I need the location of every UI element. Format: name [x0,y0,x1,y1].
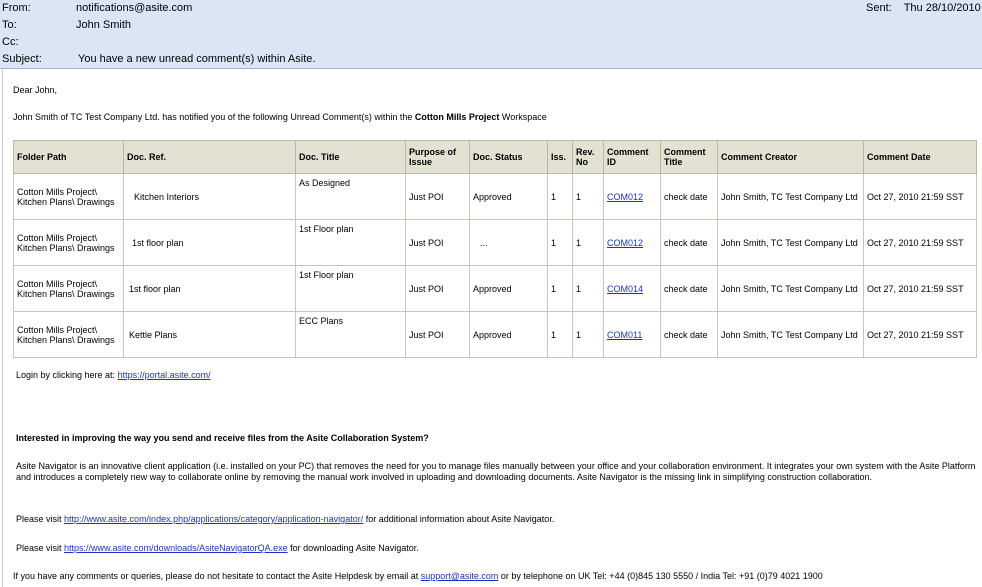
comment-id-link[interactable]: COM012 [607,237,644,248]
cell-title: As Designed [296,174,406,220]
cell-folder: Cotton Mills Project\ Kitchen Plans\ Drawings [14,220,124,266]
table-row [14,312,977,358]
cell-ref: Kettle Plans [124,312,296,358]
header-purpose: Purpose of Issue [406,141,470,174]
cell-comment-id [604,220,661,266]
cell-purpose: Just POI [406,174,470,220]
cell-status: Approved [470,312,548,358]
comment-id-link[interactable]: COM011 [607,329,643,340]
to-value[interactable]: John Smith [76,19,132,31]
greeting: Dear John, [13,85,58,95]
from-label: From: [2,2,31,14]
cell-status: Approved [470,174,548,220]
cell-ref: Kitchen Interiors [124,174,296,220]
subject-value: You have a new unread comment(s) within Asite. [78,53,316,65]
cell-rev: 1 [573,174,604,220]
cell-status: Approved [470,266,548,312]
visit-info-line [16,514,554,524]
cell-status: ... [470,220,548,266]
header-folder-path: Folder Path [14,141,124,174]
cell-comment-title: check date [661,312,718,358]
cell-comment-title: check date [661,266,718,312]
cell-ref: 1st floor plan [124,266,296,312]
cell-folder: Cotton Mills Project\ Kitchen Plans\ Drawings [14,266,124,312]
cell-comment-title: check date [661,174,718,220]
comment-id-link[interactable]: COM014 [607,283,644,294]
visit-download-prefix: Please visit [16,543,65,553]
header-comment-id: Comment ID [604,141,661,174]
to-label: To: [2,19,17,31]
table-header-row [14,141,977,174]
cc-label: Cc: [2,36,19,48]
cell-comment-title: check date [661,220,718,266]
comments-table [13,140,977,358]
subject-label: Subject: [2,53,42,65]
cell-comment-id [604,266,661,312]
cell-title: 1st Floor plan [296,266,406,312]
cell-rev: 1 [573,220,604,266]
visit-download-suffix: for downloading Asite Navigator. [287,543,419,553]
cell-rev: 1 [573,312,604,358]
intro-suffix: Workspace [499,112,547,122]
header-doc-status: Doc. Status [470,141,548,174]
cell-comment-id [604,312,661,358]
table-row [14,220,977,266]
cell-date: Oct 27, 2010 21:59 SST [864,266,977,312]
login-line [16,370,211,380]
login-text: Login by clicking here at: [16,370,118,380]
email-header [0,0,982,69]
cell-title: 1st Floor plan [296,220,406,266]
from-value[interactable]: notifications@asite.com [76,2,193,14]
sent-value: Thu 28/10/2010 [903,2,981,14]
cell-iss: 1 [548,174,573,220]
intro-line [13,112,547,122]
navigator-download-link[interactable]: https://www.asite.com/downloads/AsiteNavigatorQA.exe [64,543,288,553]
header-rev: Rev. No [573,141,604,174]
cell-date: Oct 27, 2010 21:59 SST [864,220,977,266]
cell-iss: 1 [548,312,573,358]
cell-purpose: Just POI [406,266,470,312]
table-row [14,174,977,220]
cell-creator: John Smith, TC Test Company Ltd [718,312,864,358]
intro-project: Cotton Mills Project [414,112,500,122]
cell-purpose: Just POI [406,220,470,266]
sent-row [866,0,981,16]
header-comment-date: Comment Date [864,141,977,174]
cell-purpose: Just POI [406,312,470,358]
cell-iss: 1 [548,266,573,312]
navigator-heading: Interested in improving the way you send and receive files from the Asite Collaboration System? [16,433,429,443]
cell-folder: Cotton Mills Project\ Kitchen Plans\ Drawings [14,312,124,358]
cell-rev: 1 [573,266,604,312]
cell-creator: John Smith, TC Test Company Ltd [718,174,864,220]
comment-id-link[interactable]: COM012 [607,191,644,202]
header-comment-creator: Comment Creator [718,141,864,174]
cell-iss: 1 [548,220,573,266]
cell-date: Oct 27, 2010 21:59 SST [864,174,977,220]
table-row [14,266,977,312]
header-doc-ref: Doc. Ref. [124,141,296,174]
contact-suffix: or by telephone on UK Tel: +44 (0)845 130 5550 / India Tel: +91 (0)79 4021 1900 [498,571,823,581]
portal-link[interactable]: https://portal.asite.com/ [117,370,211,380]
cell-creator: John Smith, TC Test Company Ltd [718,220,864,266]
contact-line [13,571,823,581]
header-comment-title: Comment Title [661,141,718,174]
email-body [2,69,981,587]
contact-prefix: If you have any comments or queries, please do not hesitate to contact the Asite Helpdesk by email at [13,571,421,581]
intro-prefix: John Smith of TC Test Company Ltd. has notified you of the following Unread Comment(s) within the [13,112,415,122]
cell-comment-id [604,174,661,220]
navigator-info-link[interactable]: http://www.asite.com/index.php/applications/category/application-navigator/ [64,514,364,524]
cell-creator: John Smith, TC Test Company Ltd [718,266,864,312]
header-doc-title: Doc. Title [296,141,406,174]
cell-date: Oct 27, 2010 21:59 SST [864,312,977,358]
sent-label: Sent: [866,2,892,14]
navigator-paragraph: Asite Navigator is an innovative client application (i.e. installed on your PC) that removes the need for you to manage files manually between your office and your collaboration environment. It integrates your own system with the Asite Platform and introduces a completely new way to collaborate online by removing the manual work involved in uploading and downloading documents. Asite Navigator is the missing link in simplifying construction collaboration. [16,461,976,482]
cell-folder: Cotton Mills Project\ Kitchen Plans\ Drawings [14,174,124,220]
cell-title: ECC Plans [296,312,406,358]
cell-ref: 1st floor plan [124,220,296,266]
header-iss: Iss. [548,141,573,174]
visit-info-prefix: Please visit [16,514,65,524]
support-email-link[interactable]: support@asite.com [420,571,499,581]
visit-download-line [16,543,419,553]
visit-info-suffix: for additional information about Asite Navigator. [363,514,555,524]
